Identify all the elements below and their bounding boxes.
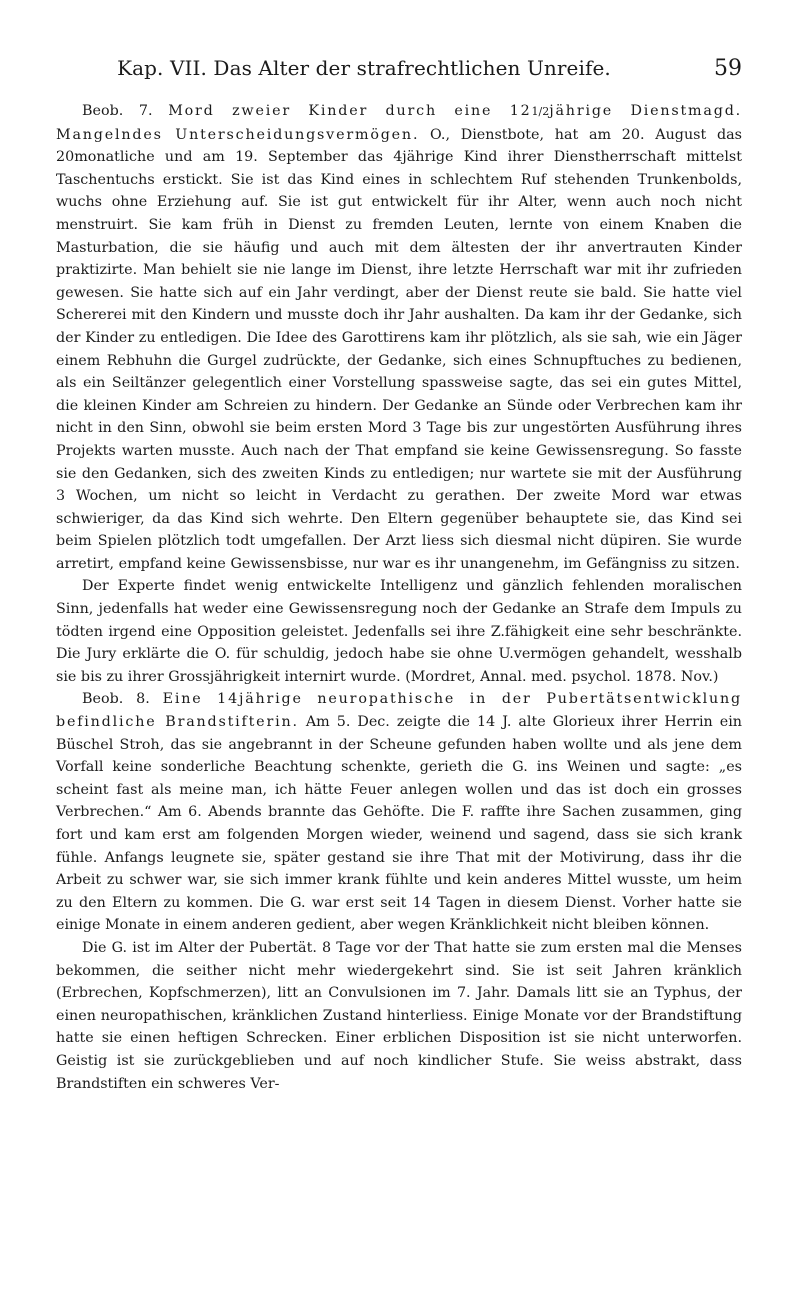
paragraph-text: Der Experte findet wenig entwickelte Intelligenz und gänzlich fehlenden moralischen Sinn, jedenfalls hat weder eine Gewissensregung noch der Gedanke an Strafe dem Impuls zu tödten irgend eine Opposition geleistet. Jedenfalls sei ihre Z.fähigkeit eine sehr beschränkte. Die Jury erklärte die O. für schuldig, jedoch habe sie ohne U.vermögen gehandelt, wesshalb sie bis zu ihrer Grossjährigkeit internirt wurde. (Mordret, Annal. med. psychol. 1878. Nov.) [56,578,742,685]
case-label: Beob. 8. [82,691,150,708]
chapter-title: Kap. VII. Das Alter der strafrechtlichen Unreife. [117,56,611,80]
paragraph-text: O., Dienstbote, hat am 20. August das 20monatliche und am 19. September das 4jährige Kind ihrer Dienstherrschaft mittelst Taschentuchs erstickt. Sie ist das Kind eines in schlechtem Ruf stehenden Trunkenbolds, wuchs ohne Erziehung auf. Sie ist gut entwickelt für ihr Alter, wenn auch noch nicht menstruirt. Sie kam früh in Dienst zu fremden Leuten, lernte von einem Knaben die Masturbation, die sie häufig und auch mit dem ältesten der ihr anvertrauten Kinder praktizirte. Man behielt sie nie lange im Dienst, ihre letzte Herrschaft war mit ihr zufrieden gewesen. Sie hatte sich auf ein Jahr verdingt, aber der Dienst reute sie bald. Sie hatte viel Schererei mit den Kindern und musste doch ihr Jahr aushalten. Da kam ihr der Gedanke, sich der Kinder zu entledigen. Die Idee des Garottirens kam ihr plötzlich, als sie sah, wie ein Jäger einem Rebhuhn die Gurgel zudrückte, der Gedanke, sich eines Schnupftuches zu bedienen, als ein Seiltänzer gelegentlich einer Vorstellung spassweise sagte, das sei ein gutes Mittel, die kleinen Kinder am Schreien zu hindern. Der Gedanke an Sünde oder Verbrechen kam ihr nicht in den Sinn, obwohl sie beim ersten Mord 3 Tage bis zur ungestörten Ausführung ihres Projekts warten musste. Auch nach der That empfand sie keine Gewissensregung. So fasste sie den Gedanken, sich des zweiten Kinds zu entledigen; nur wartete sie mit der Ausführung 3 Wochen, um nicht so leicht in Verdacht zu gerathen. Der zweite Mord war etwas schwieriger, da das Kind sich wehrte. Den Eltern gegenüber behauptete sie, das Kind sei beim Spielen plötzlich todt umgefallen. Der Arzt liess sich diesmal nicht düpiren. Sie wurde arretirt, empfand keine Gewissensbisse, nur war es ihr unangenehm, im Gefängniss zu sitzen. [56,126,742,572]
paragraph-text: Am 5. Dec. zeigte die 14 J. alte Glorieux ihrer Herrin ein Büschel Stroh, das sie angebrannt in der Scheune gefunden haben wollte und als jene dem Vorfall keine sonderliche Beachtung schenkte, gerieth die G. ins Weinen und sagte: „es scheint fast als meine man, ich hätte Feuer anlegen wollen und das ist doch ein grosses Verbrechen.“ Am 6. Abends brannte das Gehöfte. Die F. raffte ihre Sachen zusammen, ging fort und kam erst am folgenden Morgen wieder, weinend und sagend, dass sie sich krank fühle. Anfangs leugnete sie, später gestand sie ihre That mit der Motivirung, dass ihr die Arbeit zu schwer war, sie sich immer krank fühlte und kein anderes Mittel wusste, um heim zu den Eltern zu kommen. Die G. war erst seit 14 Tagen in diesem Dienst. Vorher hatte sie einige Monate in einem anderen gedient, aber wegen Kränklichkeit nicht bleiben können. [56,714,742,934]
case-heading: Eine 14jährige neuropathische in der Pubertätsentwicklung befindliche Brandstifterin. [56,691,742,731]
body-text [56,100,742,1095]
paragraph-beob-8 [56,688,742,937]
paragraph-text: Die G. ist im Alter der Pubertät. 8 Tage vor der That hatte sie zum ersten mal die Menses bekommen, die seither nicht mehr wiedergekehrt sind. Sie ist seit Jahren kränklich (Erbrechen, Kopfschmerzen), litt an Convulsionen im 7. Jahr. Damals litt sie an Typhus, der einen neuropathischen, kränklichen Zustand hinterliess. Einige Monate vor der Brandstiftung hatte sie einen heftigen Schrecken. Einer erblichen Disposition ist sie nicht unterworfen. Geistig ist sie zurückgeblieben und auf noch kindlicher Stufe. Sie weiss abstrakt, dass Brandstiften ein schweres Ver- [56,939,742,1092]
case-heading-part-1: Mord zweier Kinder durch eine 12 [168,103,532,119]
paragraph-puberty [56,937,742,1095]
paragraph-expert-opinion [56,575,742,688]
fraction: 1/2 [531,105,550,118]
running-head [56,56,742,90]
case-label: Beob. 7. [82,103,153,119]
page-number: 59 [714,56,742,81]
case-heading-part-2: jährige Dienstmagd. Mangelndes Unterscheidungsvermögen. [56,103,742,143]
paragraph-beob-7 [56,100,742,575]
